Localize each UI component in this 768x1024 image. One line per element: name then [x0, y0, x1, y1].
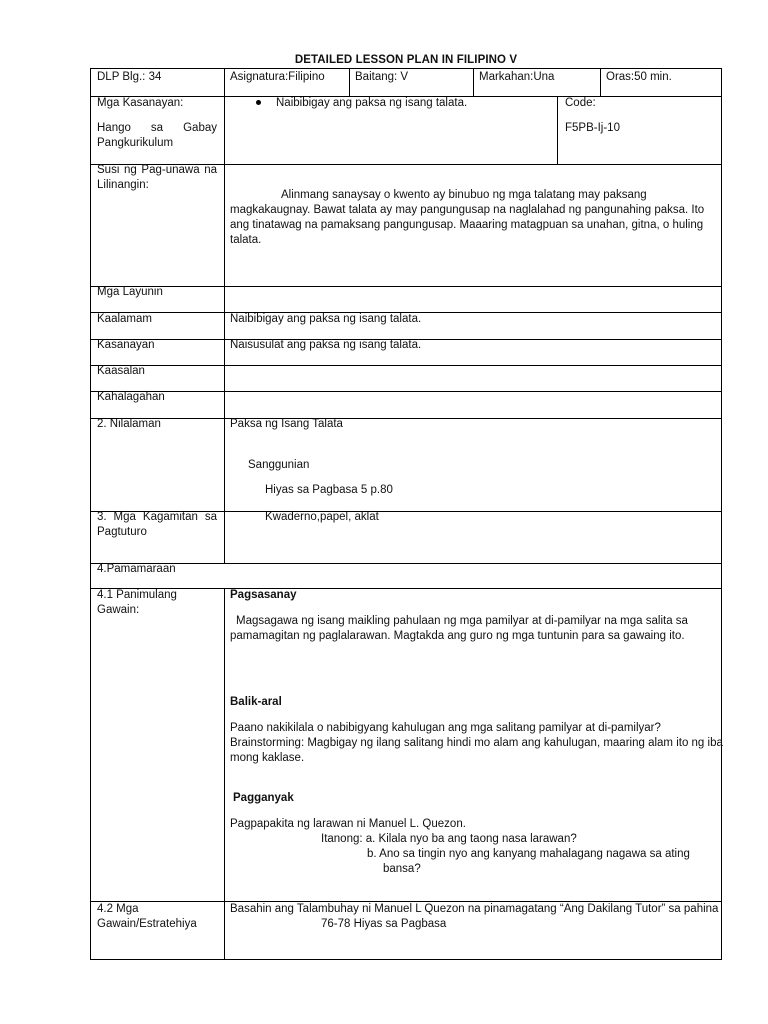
column-divider [600, 69, 601, 96]
balik-aral-text-line: Brainstorming: Magbigay ng ilang salitang hindi mo alam ang kahulugan, maaring alam ito ng iba [230, 737, 723, 749]
competency-item: Naibibigay ang paksa ng isang talata. [276, 97, 468, 109]
source-word: Hango [97, 122, 131, 134]
source-line [97, 121, 217, 136]
kaalaman-label: Kaalamam [97, 313, 152, 325]
gawain-text-line: 76-78 Hiyas sa Pagbasa [321, 918, 447, 930]
panimulang-label-line2: Gawain: [97, 604, 140, 616]
subject: Asignatura:Filipino [230, 71, 325, 83]
panimulang-label-line1: 4.1 Panimulang [97, 589, 177, 601]
nilalaman-label: 2. Nilalaman [97, 418, 161, 430]
gawain-text-line: Basahin ang Talambuhay ni Manuel L Quezon na pinamagatang “Ang Dakilang Tutor” sa pahina [230, 903, 719, 915]
kahalagahan-label: Kahalagahan [97, 391, 165, 403]
pamamaraan-label: 4.Pamamaraan [97, 563, 176, 575]
dlp-number: DLP Blg.: 34 [97, 71, 162, 83]
row-divider [91, 418, 721, 419]
balik-aral-text-line: Paano nakikilala o nabibigyang kahulugan ang mga salitang pamilyar at di-pamilyar? [230, 722, 661, 734]
kasanayan-objective-value: Naisusulat ang paksa ng isang talata. [230, 339, 422, 351]
code-label: Code: [565, 97, 596, 109]
pagganyak-text-line: Pagpapakita ng larawan ni Manuel L. Quezon. [230, 818, 466, 830]
susi-text-line: talata. [230, 234, 262, 246]
nilalaman-topic: Paksa ng Isang Talata [230, 418, 343, 430]
row-divider [91, 391, 721, 392]
reference-text: Hiyas sa Pagbasa 5 p.80 [265, 484, 393, 496]
kagamitan-label-line2: Pagtuturo [97, 526, 147, 538]
kagamitan-label-line1: 3. Mga Kagamitan sa [97, 511, 217, 523]
gawain-label-line1: 4.2 Mga [97, 903, 139, 915]
layunin-label: Mga Layunin [97, 286, 163, 298]
balik-aral-heading: Balik-aral [230, 696, 282, 708]
kaasalan-label: Kaasalan [97, 365, 145, 377]
kasanayan-label: Mga Kasanayan: [97, 97, 184, 109]
row-divider [91, 588, 721, 589]
susi-text-line: magkakaugnay. Bawat talata ay may pangungusap na naglalahad ng pangunahing paksa. Ito [230, 204, 705, 216]
grade-level: Baitang: V [355, 71, 409, 83]
susi-text-line: ang tinatawag na pamaksang pangungusap. Maaaring matagpuan sa unahan, gitna, o huling [230, 219, 704, 231]
quarter: Markahan:Una [479, 71, 555, 83]
column-divider [224, 588, 225, 960]
kasanayan-objective-label: Kasanayan [97, 339, 155, 351]
duration: Oras:50 min. [606, 71, 672, 83]
itanong-line: Itanong: a. Kilala nyo ba ang taong nasa larawan? [321, 833, 577, 845]
pagsasanay-text-line: Magsagawa ng isang maikling pahulaan ng mga pamilyar at di-pamilyar na mga salita sa [236, 615, 688, 627]
itanong-line: b. Ano sa tingin nyo ang kanyang mahalagang nagawa sa ating [367, 848, 690, 860]
pagganyak-heading: Pagganyak [233, 792, 294, 804]
document-title: DETAILED LESSON PLAN IN FILIPINO V [294, 54, 518, 66]
source-word: sa [150, 122, 164, 134]
row-divider [91, 365, 721, 366]
kaalaman-value: Naibibigay ang paksa ng isang talata. [230, 313, 422, 325]
bullet-icon [256, 100, 261, 105]
code-value: F5PB-Ij-10 [565, 122, 620, 134]
itanong-line: bansa? [383, 863, 421, 875]
pagsasanay-text-line: pamamagitan ng paglalarawan. Magtakda ang guro ng mga tuntunin para sa gawaing ito. [230, 630, 685, 642]
pagsasanay-heading: Pagsasanay [230, 589, 297, 601]
row-divider [91, 563, 721, 564]
sanggunian-label: Sanggunian [248, 459, 310, 471]
source-word: Gabay [183, 122, 217, 134]
gawain-label-line2: Gawain/Estratehiya [97, 918, 197, 930]
row-divider [91, 286, 721, 287]
balik-aral-text-line: mong kaklase. [230, 752, 305, 764]
column-divider [557, 96, 558, 164]
column-divider [349, 69, 350, 96]
column-divider [224, 69, 225, 563]
column-divider [473, 69, 474, 96]
susi-label-line2: Lilinangin: [97, 179, 149, 191]
lesson-plan-table [90, 68, 722, 960]
source-line-2: Pangkurikulum [97, 137, 174, 149]
susi-label-line1: Susi ng Pag-unawa na [97, 164, 217, 176]
kagamitan-value: Kwaderno,papel, aklat [265, 511, 379, 523]
susi-text-line: Alinmang sanaysay o kwento ay binubuo ng mga talatang may paksang [281, 189, 647, 201]
